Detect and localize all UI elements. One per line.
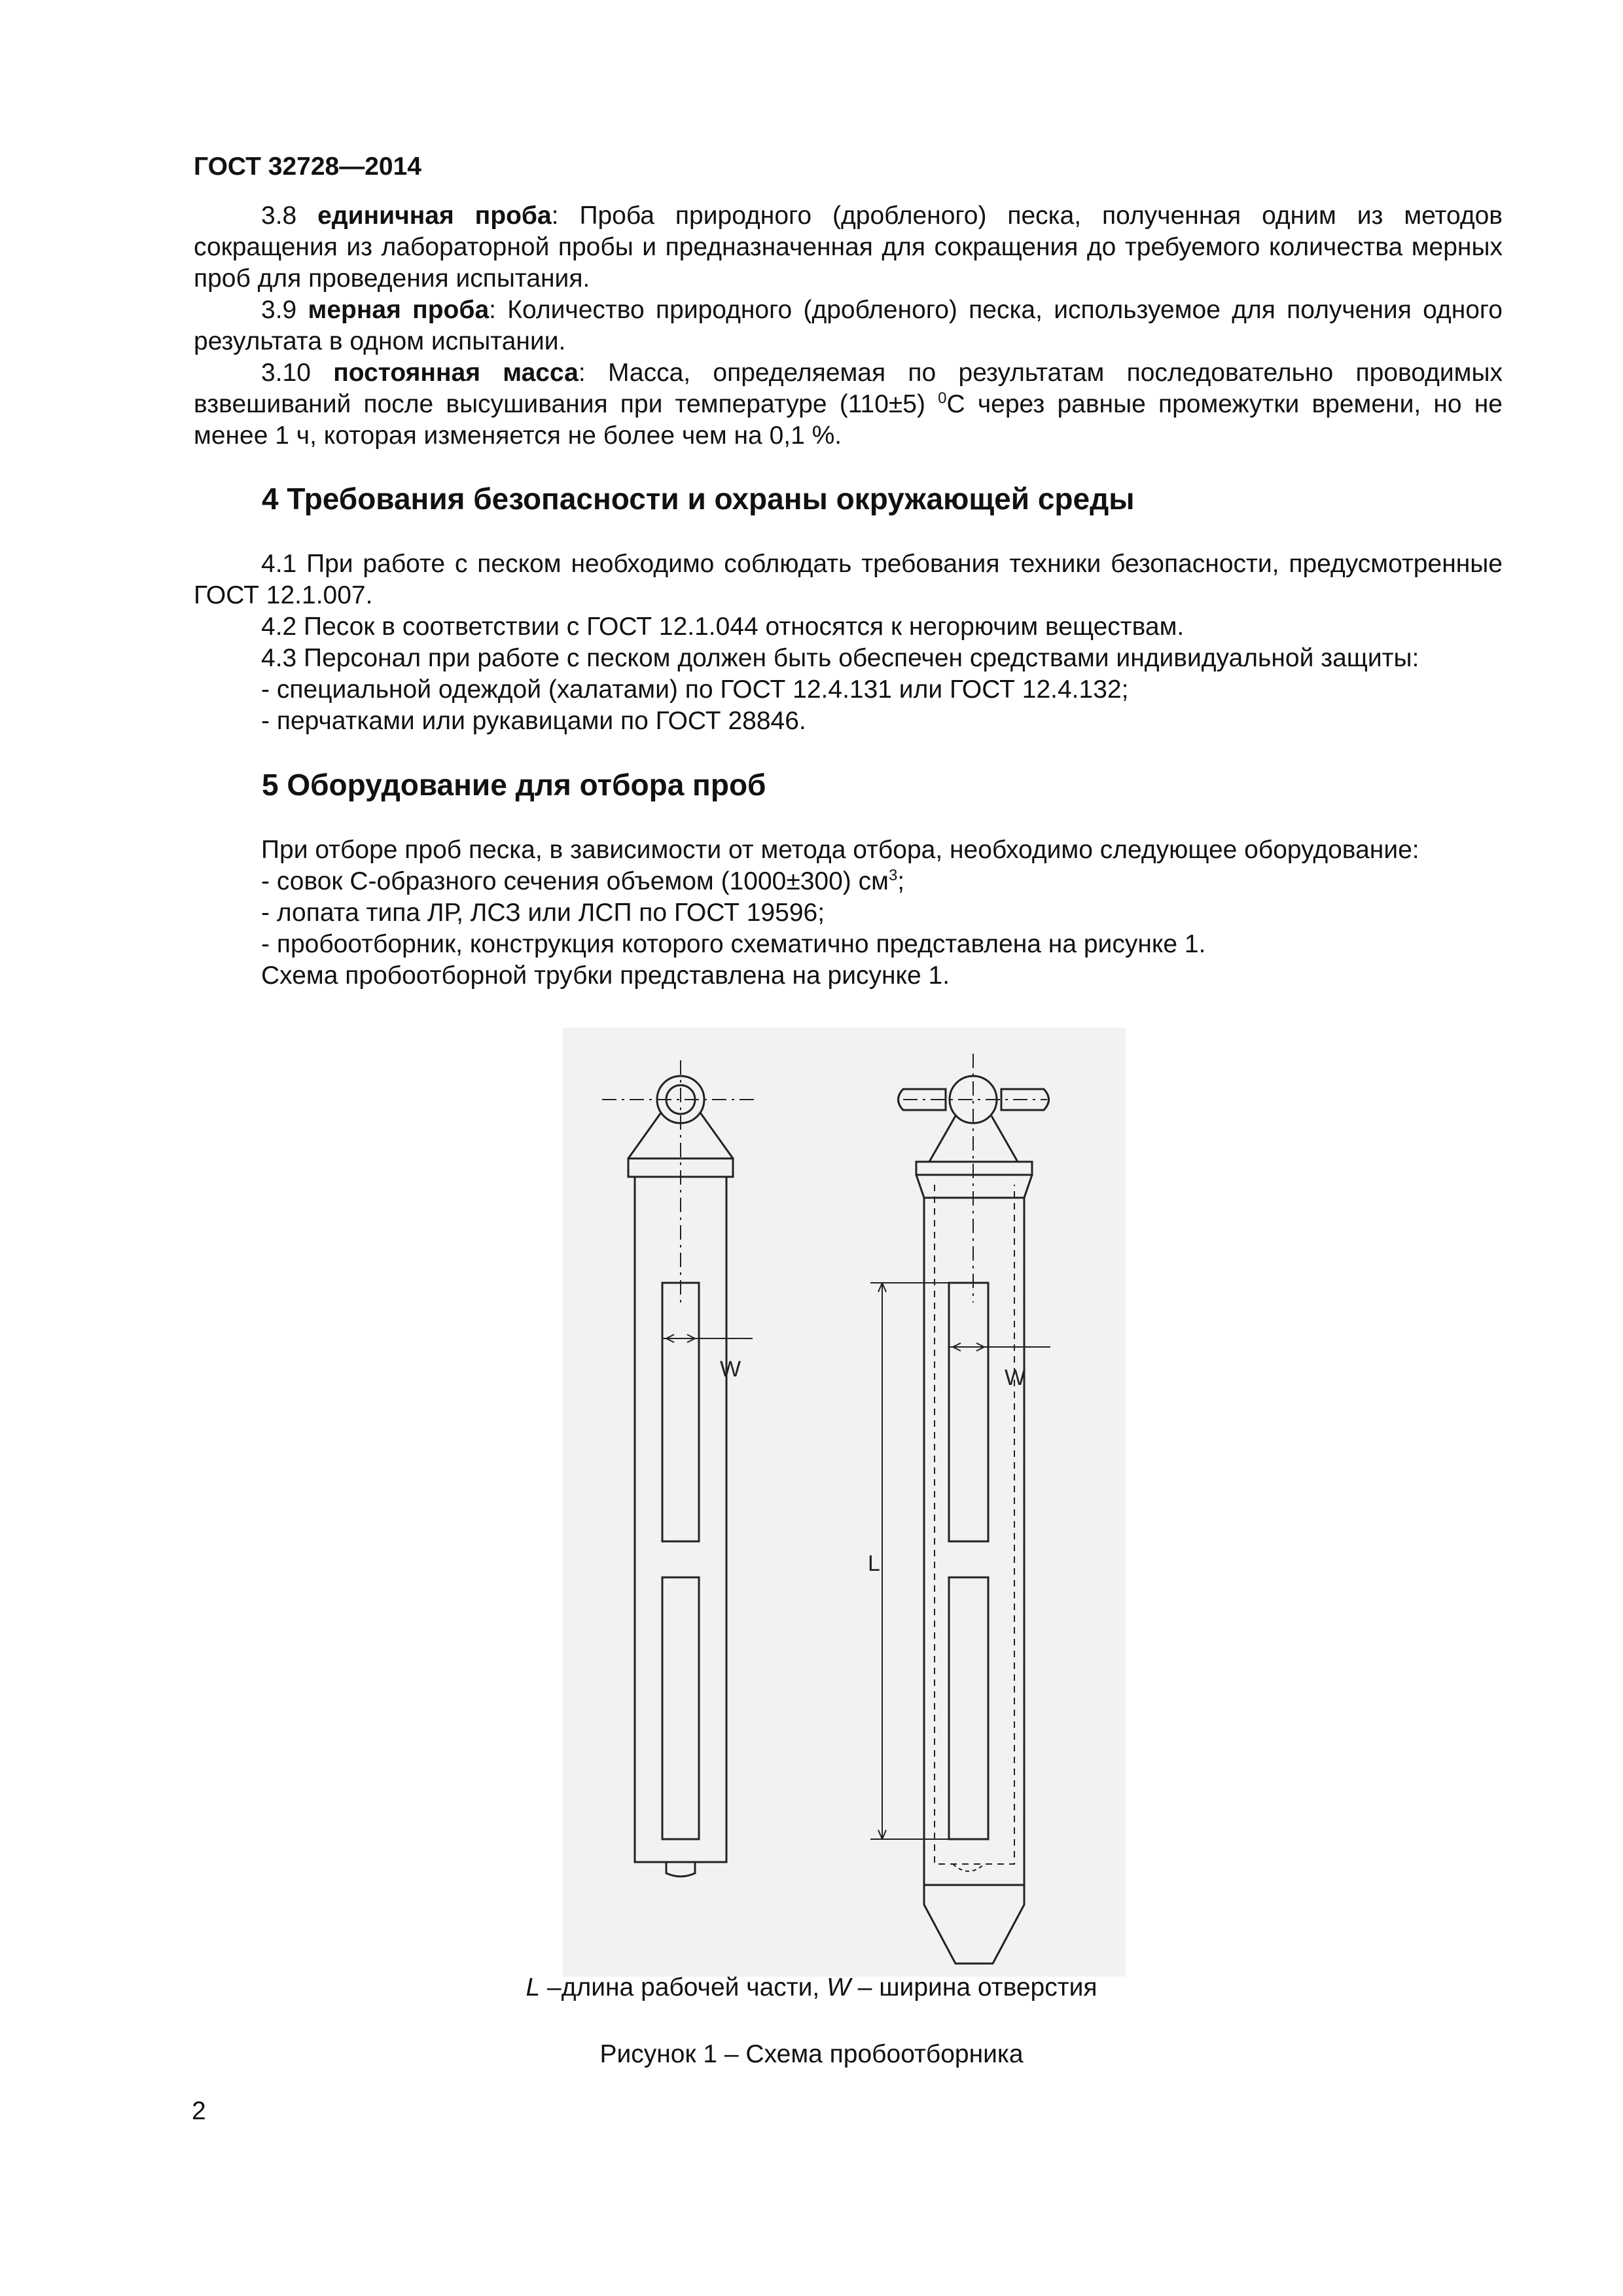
sampler-left (602, 1060, 759, 1876)
width-label-right: W (1005, 1365, 1026, 1390)
scheme-reference: Схема пробоотборной трубки представлена на рисунке 1. (261, 961, 950, 990)
section-5-intro: При отборе проб песка, в зависимости от метода отбора, необходимо следующее оборудование: (261, 836, 1419, 864)
section-4-title: 4 Требования безопасности и охраны окружающей среды (262, 482, 1135, 516)
section-4-body (194, 548, 1503, 737)
list-item: - совок С-образного сечения объемом (1000±300) $см^3$; (261, 867, 905, 895)
section-5-body (194, 834, 1503, 992)
paragraph-4-3: 4.3 Персонал при работе с песком должен быть обеспечен средствами индивидуальной защиты: (261, 644, 1419, 672)
sampler-figure (563, 1028, 1126, 1977)
figure-legend: L –длина рабочей части, W – ширина отверстия (526, 1973, 1097, 2001)
list-item: - пробоотборник, конструкция которого схематично представлена на рисунке 1. (261, 930, 1206, 958)
list-item: - перчатками или рукавицами по ГОСТ 28846. (261, 707, 806, 735)
definitions-block (194, 200, 1503, 452)
section-5-title: 5 Оборудование для отбора проб (262, 768, 766, 802)
list-item: - специальной одеждой (халатами) по ГОСТ 12.4.131 или ГОСТ 12.4.132; (261, 675, 1129, 704)
list-item: - лопата типа ЛР, ЛСЗ или ЛСП по ГОСТ 19596; (261, 899, 825, 927)
definition-term: мерная проба (308, 296, 490, 324)
paragraph-4-1: 4.1 При работе с песком необходимо соблюдать требования техники безопасности, предусмотренные ГОСТ 12.1.007. (194, 550, 1503, 609)
document-header: ГОСТ 32728—2014 (194, 152, 421, 181)
definition-term: единичная проба (317, 202, 552, 230)
paragraph-4-2: 4.2 Песок в соответствии с ГОСТ 12.1.044 относятся к негорючим веществам. (261, 613, 1185, 641)
definition-3-9: 3.9 мерная проба: Количество природного (дробленого) песка, используемое для получения одного результата в одном испытании. (194, 296, 1503, 355)
page-number: 2 (192, 2097, 206, 2125)
definition-3-10: 3.10 постоянная масса: Масса, определяемая по результатам последовательно проводимых взвешиваний после высушивания при температуре (110±5) $^0$С через равные промежутки времени, но не менее 1 ч, которая изменяется не более чем на 0,1 %. (194, 359, 1503, 450)
length-label: L (868, 1551, 880, 1576)
sampler-right (870, 1054, 1050, 1964)
definition-3-8: 3.8 единичная проба: Проба природного (дробленого) песка, полученная одним из методов сокращения из лабораторной пробы и предназначенная для сокращения до требуемого количества мерных проб для проведения испытания. (194, 202, 1503, 293)
definition-term: постоянная масса (333, 359, 579, 387)
figure-caption: Рисунок 1 – Схема пробоотборника (599, 2040, 1024, 2068)
width-label-left: W (720, 1357, 741, 1382)
sampler-diagram (563, 1028, 1126, 1977)
